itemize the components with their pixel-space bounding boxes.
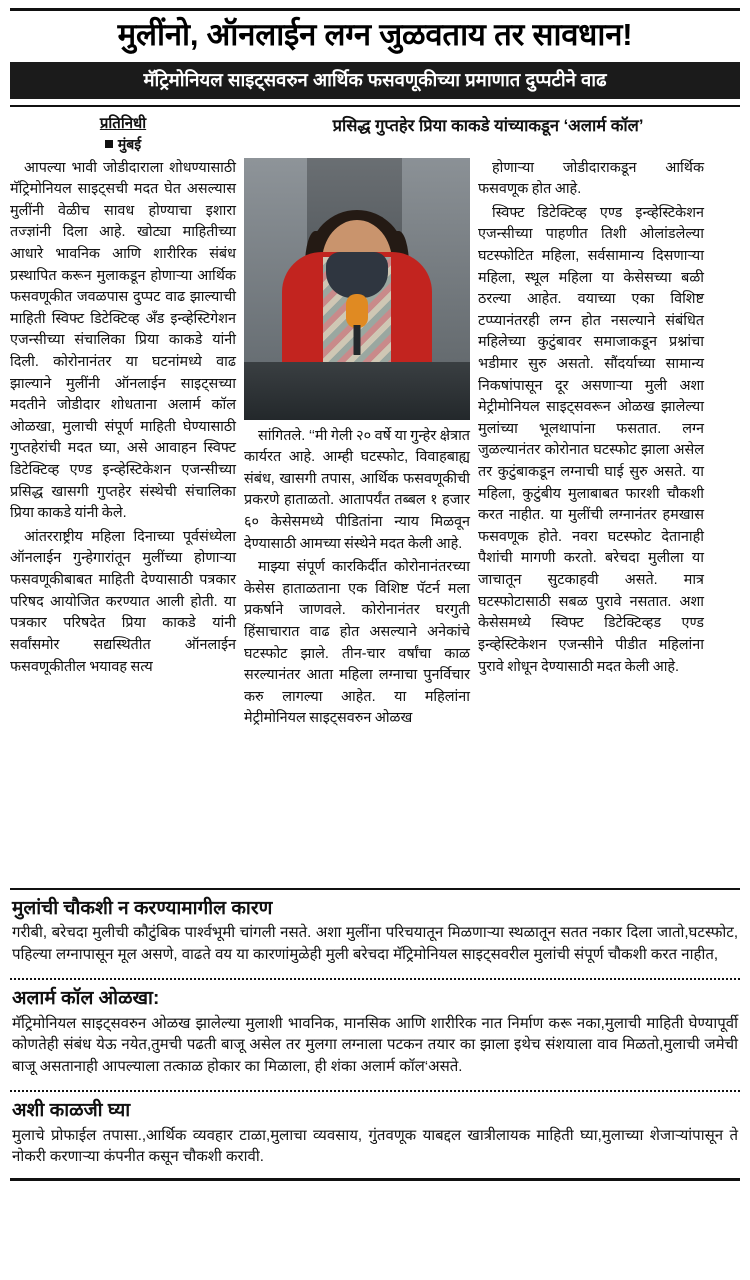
dotted-divider [10, 978, 740, 980]
bullet-square-icon [105, 140, 113, 148]
box-body: मॅट्रिमोनियल साइट्सवरुन ओळख झालेल्या मुलाशी भावनिक, मानसिक आणि शारीरिक नात निर्माण करू नका,मुलाची माहिती घेण्यापूर्वी कोणतेही संबंध येऊ नयेत,तुमची पढती बाजू असेल तर मुलगा लग्नाला पटकन तयार का झाला इथेच संशयाला वाव मिळतो,मुलाची जमेची बाजू असतानाही आपल्याला तत्काळ होकार का मिळाला, ही शंका अलार्म कॉल‘असते. [12, 1014, 738, 1076]
byline-reporter: प्रतिनिधी [99, 114, 147, 132]
byline-city-row [10, 135, 236, 154]
box-title: अलार्म कॉल ओळखा: [12, 987, 160, 1009]
article-columns [10, 158, 740, 880]
paragraph: आपल्या भावी जोडीदाराला शोधण्यासाठी मॅट्रिमोनियल साइट्सची मदत घेत असल्यास मुलींनी वेळीच सावध होण्याचा इशारा तज्ज्ञांनी दिला आहे. खोट्या माहितीच्या आधारे भावनिक आणि शारीरिक संबंध प्रस्थापित करून मुलाकडून होणाऱ्या आर्थिक फसवणूकीत जवळपास दुप्पट वाढ झाल्याची माहिती स्विफ्ट डिटेक्टिव्ह अँड इन्व्हेस्टिगेशन एजन्सीच्या संचालिका प्रिया काकडे यांनी दिली. कोरोनानंतर या घटनांमध्ये वाढ झाल्याने मुलींनी ऑनलाईन साइट्सच्या मदतीने जोडीदार शोधताना अलार्म कॉल ओळखा, मुलाची संपूर्ण माहिती घेण्यासाठी गुप्तहेरांची मदत घ्या, असे आवाहन स्विफ्ट डिटेक्टिव्ह एण्ड इन्व्हेस्टिकेशन एजन्सीच्या प्रसिद्ध खासगी गुप्तहेर संस्थेची संचालिका प्रिया काकडे यांनी केले. [10, 159, 236, 522]
microphone-handle [354, 325, 361, 355]
byline-row [10, 113, 740, 154]
byline-city: मुंबई [117, 135, 142, 152]
article-photo [244, 158, 470, 420]
bottom-rule [10, 1178, 740, 1181]
divider-rule [10, 105, 740, 107]
subheadline-banner: मॅट्रिमोनियल साइट्सवरुन आर्थिक फसवणूकीच्या प्रमाणात दुप्पटीने वाढ [10, 62, 740, 99]
page-title: मुलींनो, ऑनलाईन लग्न जुळवताय तर सावधान! [117, 17, 633, 52]
column-middle [244, 158, 470, 880]
photo-caption: प्रसिद्ध गुप्तहेर प्रिया काकडे यांच्याकडून ‘अलार्म कॉल’ [332, 116, 644, 135]
box-body: मुलाचे प्रोफाईल तपासा.,आर्थिक व्यवहार टाळा,मुलाचा व्यवसाय, गुंतवणूक याबद्दल खात्रीलायक माहिती घ्या,मुलाच्या शेजाऱ्यांपासून ते नोकरी करणाऱ्या कंपनीत कसून चौकशी करावी. [12, 1126, 738, 1166]
paragraph: माझ्या संपूर्ण कारकिर्दीत कोरोनानंतरच्या केसेस हाताळताना एक विशिष्ट पॅटर्न मला प्रकर्षाने जाणवले. कोरोनानंतर घरगुती हिंसाचारात वाढ होत असल्याने अनेकांचे घटस्फोट झाले. तीन-चार वर्षांचा काळ सरल्यानंतर आता महिला लग्नाचा पुनर्विचार करु लागल्या आहेत. या महिलांना मेट्रीमोनियल साइट्सवरुन ओळख [244, 559, 470, 727]
microphone-icon [346, 294, 368, 328]
photo-table [244, 362, 470, 420]
paragraph: सांगितले. ‘‘मी गेली २० वर्षे या गुन्हेर क्षेत्रात कार्यरत आहे. आम्ही घटस्फोट, विवाहबाह्य संबंध, खासगी तपास, आर्थिक फसवणूकीची प्रकरणे हाताळतो. आतापर्यंत तब्बल १ हजार ६० केसेसमध्ये पीडितांना न्याय मिळवून देण्यासाठी आमच्या संस्थेने मदत केली आहे. [244, 427, 470, 552]
dotted-divider [10, 1090, 740, 1092]
box-reasons [10, 896, 740, 972]
paragraph: आंतरराष्ट्रीय महिला दिनाच्या पूर्वसंध्येला ऑनलाईन गुन्हेगारांतून मुलींच्या होणाऱ्या फसवणूकीबाबत माहिती देण्यासाठी पत्रकार परिषद आयोजित करण्यात आली होती. या पत्रकार परिषदेत प्रिया काकडे यांनी सर्वांसमोर सद्यस्थितीत ऑनलाईन फसवणूकीतील भयावह सत्य [10, 528, 236, 675]
paragraph: होणाऱ्या जोडीदाराकडून आर्थिक फसवणूक होत आहे. [478, 159, 704, 198]
top-rule [10, 8, 740, 11]
byline [10, 113, 236, 154]
column-left [10, 158, 236, 880]
paragraph: स्विफ्ट डिटेक्टिव्ह एण्ड इन्व्हेस्टिकेशन एजन्सीच्या पाहणीत तिशी ओलांडलेल्या घटस्फोटित महिला, सर्वसामान्य दिसणाऱ्या महिला, स्थूल महिला या केसेसच्या बळी ठरल्या आहेत. वयाच्या एका विशिष्ट टप्प्यानंतरही लग्न होत नसल्याने संबंधित महिलेच्या कुटुंबावर समाजाकडून प्रश्नांचा भडीमार सुरु असतो. सौंदर्याच्या सामान्य निकषांपासून दूर असणाऱ्या मुली अशा मेट्रीमोनियल साइट्सवरून ओळख झालेल्या मुलांच्या भूलथापांना फसतात. लग्न जुळल्यानंतर कोरोनात घटस्फोट झाला असेल तर कुटुंबाकडून लग्नाची घाई सुरु असते. या महिला, कुटुंबीय मुलाबाबत फारशी चौकशी करत नाहीत. या मुलींची लग्नानंतर हमखास फसवणूक होते. नवरा घटस्फोट देतानाही पैशांची मागणी करतो. बरेचदा मुलीला या जाचातून सुटकाहवी असते. मात्र घटस्फोटासाठी सबळ पुरावे नसतात. अशा केसेसमध्ये स्विफ्ट डिटेक्टिव्हड एण्ड इन्व्हेस्टिकेशन एजन्सीने पीडीत महिलांना पुरावे शोधून देण्यासाठी मदत केली आहे. [478, 204, 704, 675]
box-alarm-call [10, 986, 740, 1084]
box-title: मुलांची चौकशी न करण्यामागील कारण [12, 897, 273, 919]
face-mask-icon [326, 252, 388, 298]
box-body: गरीबी, बरेचदा मुलीची कौटुंबिक पार्श्वभूमी चांगली नसते. अशा मुलींना परिचयातून मिळणाऱ्या स्थळातून सतत नकार दिला जातो,घटस्फोट, पहिल्या लग्नापासून मूल असणे, वाढते वय या कारणांमुळेही मुली बरेचदा मॅट्रिमोनियल साइट्सवरील मुलांची संपूर्ण चौकशी करत नाहीत, [12, 924, 738, 964]
box-title: अशी काळजी घ्या [12, 1099, 131, 1121]
column-right [478, 158, 704, 880]
sidebar-boxes [10, 888, 740, 1175]
box-precautions [10, 1098, 740, 1174]
